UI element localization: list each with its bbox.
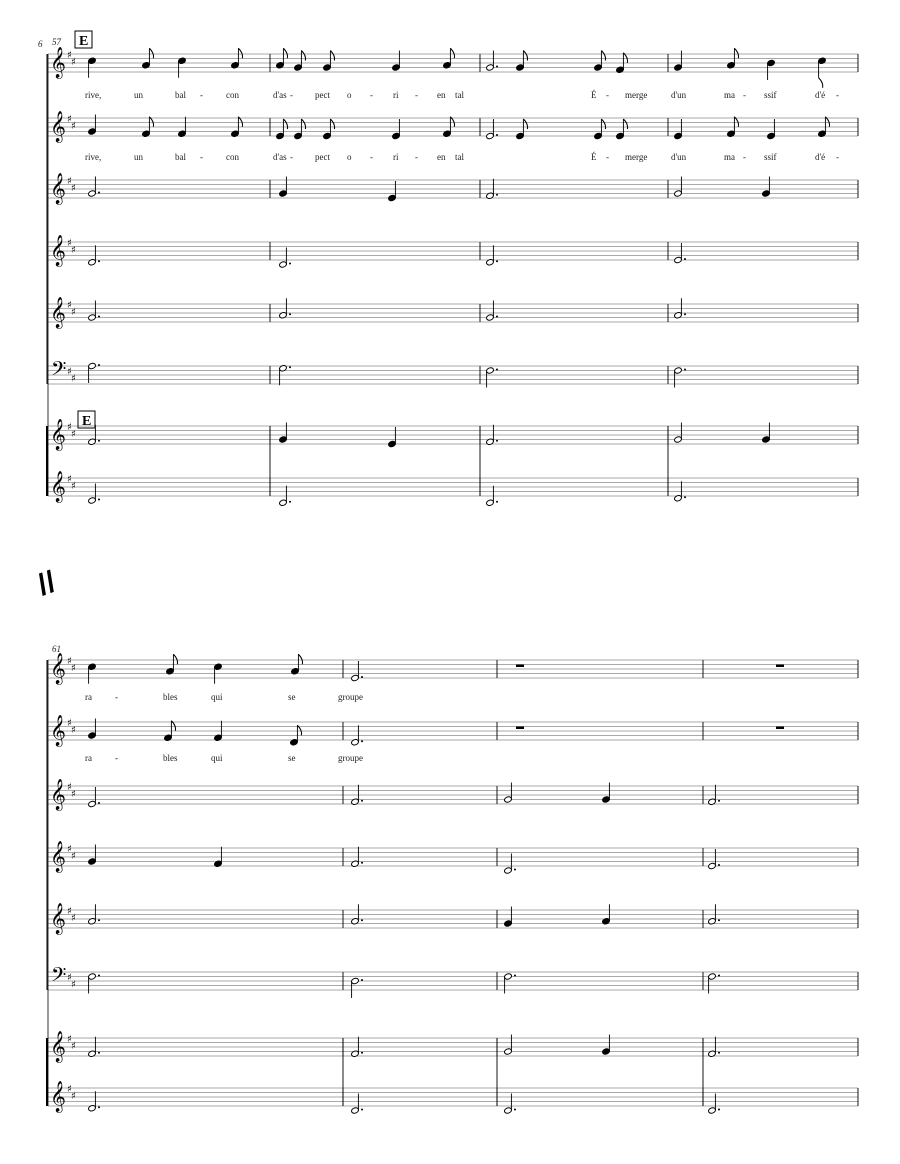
flag	[523, 119, 527, 129]
dot	[684, 496, 686, 498]
bass-clef: 𝄢	[51, 963, 67, 991]
treble-clef: 𝄞	[50, 1031, 66, 1062]
dot	[496, 194, 498, 196]
dot	[98, 316, 100, 318]
dot	[496, 440, 498, 442]
lyric-syllable: qui	[211, 753, 223, 763]
sharp-sign: ♯	[71, 912, 76, 924]
sharp-sign: ♯	[71, 56, 76, 68]
lyric-syllable: pect	[315, 152, 330, 162]
lyric-syllable: rive,	[85, 90, 102, 100]
sharp-sign: ♯	[67, 1084, 72, 1095]
lyric-syllable: merge	[625, 90, 648, 100]
dot	[514, 975, 516, 977]
sharp-sign: ♯	[67, 656, 72, 667]
lyric-syllable: d'é	[815, 152, 826, 162]
lyric-syllable: bles	[163, 753, 178, 763]
flag	[149, 48, 153, 58]
dot	[684, 313, 686, 315]
dot	[98, 364, 100, 366]
sharp-sign: ♯	[71, 724, 76, 736]
sharp-sign: ♯	[67, 422, 72, 433]
flag	[283, 119, 287, 129]
lyric-syllable: -	[836, 90, 839, 100]
flag	[298, 654, 302, 664]
sharp-sign: ♯	[71, 182, 76, 194]
dot	[496, 260, 498, 262]
dot	[496, 501, 498, 503]
dot	[361, 979, 363, 981]
lyric-syllable: -	[370, 152, 373, 162]
lyric-syllable: d'é	[815, 90, 826, 100]
lyric-syllable: bles	[163, 692, 178, 702]
treble-clef: 𝄞	[50, 235, 66, 266]
dot	[361, 1109, 363, 1111]
dot	[98, 802, 100, 804]
page-marker: 6	[38, 39, 43, 49]
flag	[734, 48, 738, 58]
lyric-syllable: d'as	[273, 152, 287, 162]
lyric-syllable: ma	[724, 152, 735, 162]
dot	[98, 192, 100, 194]
bass-clef: 𝄢	[51, 357, 67, 385]
dot	[718, 919, 720, 921]
dot	[98, 1052, 100, 1054]
lyric-syllable: -	[370, 90, 373, 100]
sharp-sign: ♯	[71, 662, 76, 674]
dot	[98, 1106, 100, 1108]
dot	[98, 499, 100, 501]
flag	[623, 119, 627, 129]
lyrics-layer	[85, 90, 839, 763]
dot	[98, 440, 100, 442]
dot	[718, 1109, 720, 1111]
lyric-syllable: -	[290, 152, 293, 162]
whole-rest	[776, 665, 784, 668]
sharp-sign: ♯	[67, 906, 72, 917]
lyric-syllable: tal	[455, 90, 464, 100]
sharp-sign: ♯	[71, 979, 76, 991]
lyric-syllable: -	[743, 152, 746, 162]
lyric-syllable: -	[743, 90, 746, 100]
sharp-sign: ♯	[71, 480, 76, 492]
treble-clef: 𝄞	[50, 297, 66, 328]
dot	[718, 800, 720, 802]
treble-clef: 𝄞	[50, 1081, 66, 1112]
lyric-syllable: ri	[393, 152, 399, 162]
dot	[514, 1109, 516, 1111]
sharp-sign: ♯	[67, 238, 72, 249]
sharp-sign: ♯	[67, 972, 72, 984]
treble-clef: 𝄞	[50, 715, 66, 746]
flag	[450, 48, 454, 58]
lyric-syllable: -	[200, 90, 203, 100]
dot	[514, 869, 516, 871]
lyric-syllable: merge	[625, 152, 648, 162]
flag	[523, 51, 527, 61]
dot	[361, 800, 363, 802]
sharp-sign: ♯	[67, 176, 72, 187]
lyric-syllable: en	[437, 152, 446, 162]
dot	[289, 501, 291, 503]
sharp-sign: ♯	[71, 244, 76, 256]
staff-lines	[48, 54, 858, 1106]
lyric-syllable: ra	[85, 753, 92, 763]
lyric-syllable: -	[606, 90, 609, 100]
lyric-syllable: -	[115, 692, 118, 702]
score-decorations	[47, 46, 858, 1113]
dot	[98, 975, 100, 977]
flag	[330, 119, 334, 129]
lyric-syllable: bal	[175, 152, 186, 162]
sharp-sign: ♯	[67, 114, 72, 125]
flag	[819, 78, 823, 88]
lyric-syllable: qui	[211, 692, 223, 702]
lyric-syllable: -	[415, 152, 418, 162]
lyric-syllable: d'un	[671, 152, 687, 162]
sharp-sign: ♯	[71, 850, 76, 862]
sharp-sign: ♯	[67, 366, 72, 378]
dot	[361, 919, 363, 921]
sharp-sign: ♯	[67, 718, 72, 729]
treble-clef: 𝄞	[50, 173, 66, 204]
lyric-syllable: rive,	[85, 152, 102, 162]
lyric-syllable: ssif	[764, 90, 777, 100]
dot	[718, 864, 720, 866]
sharp-sign: ♯	[67, 844, 72, 855]
dot	[684, 258, 686, 260]
rehearsal-mark-e: E	[79, 34, 89, 49]
dot	[684, 369, 686, 371]
lyric-syllable: -	[836, 152, 839, 162]
sharp-sign: ♯	[67, 50, 72, 61]
treble-clef: 𝄞	[50, 419, 66, 450]
notes-layer	[88, 48, 830, 1114]
sharp-sign: ♯	[67, 1034, 72, 1045]
sharp-sign: ♯	[71, 306, 76, 318]
treble-clef: 𝄞	[50, 903, 66, 934]
lyric-syllable: ma	[724, 90, 735, 100]
lyric-syllable: É	[591, 90, 597, 100]
lyric-syllable: tal	[455, 152, 464, 162]
dot	[361, 1052, 363, 1054]
lyric-syllable: -	[290, 90, 293, 100]
lyric-syllable: ri	[393, 90, 399, 100]
treble-clef: 𝄞	[50, 779, 66, 810]
treble-clef: 𝄞	[50, 47, 66, 78]
sharp-sign: ♯	[71, 373, 76, 385]
dot	[496, 316, 498, 318]
flag	[301, 119, 305, 129]
dot	[361, 676, 363, 678]
lyric-syllable: ssif	[764, 152, 777, 162]
whole-rest	[516, 727, 524, 730]
sharp-sign: ♯	[71, 120, 76, 132]
treble-clef: 𝄞	[50, 653, 66, 684]
dot	[718, 975, 720, 977]
lyric-syllable: un	[134, 90, 143, 100]
lyric-syllable: un	[134, 152, 143, 162]
dot	[98, 919, 100, 921]
dot	[361, 740, 363, 742]
treble-clef: 𝄞	[50, 111, 66, 142]
lyric-syllable: se	[288, 753, 296, 763]
lyric-syllable: bal	[175, 90, 186, 100]
lyric-syllable: É	[591, 152, 597, 162]
dot	[496, 66, 498, 68]
sharp-sign: ♯	[67, 782, 72, 793]
lyric-syllable: -	[115, 753, 118, 763]
flag	[283, 48, 287, 58]
lyric-syllable: groupe	[338, 692, 363, 702]
lyric-syllable: -	[415, 90, 418, 100]
treble-clef: 𝄞	[50, 471, 66, 502]
lyric-syllable: ra	[85, 692, 92, 702]
lyric-syllable: o	[347, 152, 352, 162]
lyric-syllable: se	[288, 692, 296, 702]
dot	[496, 134, 498, 136]
piano-rehearsal-mark-e: E	[82, 414, 92, 429]
lyric-syllable: d'un	[671, 90, 687, 100]
flag	[173, 654, 177, 664]
whole-rest	[516, 665, 524, 668]
dot	[496, 369, 498, 371]
dot	[289, 366, 291, 368]
dot	[718, 1052, 720, 1054]
lyric-syllable: con	[226, 152, 239, 162]
dot	[289, 313, 291, 315]
flag	[601, 51, 605, 61]
measure-number-57: 57	[52, 37, 61, 47]
sharp-sign: ♯	[67, 300, 72, 311]
measure-number-61: 61	[52, 644, 61, 654]
lyric-syllable: d'as	[273, 90, 287, 100]
sharp-sign: ♯	[71, 1090, 76, 1102]
dot	[289, 263, 291, 265]
lyric-syllable: -	[200, 152, 203, 162]
flag	[601, 119, 605, 129]
lyric-syllable: -	[606, 152, 609, 162]
flag	[301, 51, 305, 61]
lyric-syllable: groupe	[338, 753, 363, 763]
whole-rest	[776, 727, 784, 730]
flag	[238, 48, 242, 58]
lyric-syllable: con	[226, 90, 239, 100]
sharp-sign: ♯	[67, 474, 72, 485]
sharp-sign: ♯	[71, 1040, 76, 1052]
lyric-syllable: pect	[315, 90, 330, 100]
lyric-syllable: en	[437, 90, 446, 100]
lyric-syllable: o	[347, 90, 352, 100]
sharp-sign: ♯	[71, 788, 76, 800]
sharp-sign: ♯	[71, 428, 76, 440]
flag	[330, 51, 334, 61]
dot	[98, 260, 100, 262]
treble-clef: 𝄞	[50, 841, 66, 872]
dot	[361, 862, 363, 864]
system-separator: //	[33, 565, 61, 603]
